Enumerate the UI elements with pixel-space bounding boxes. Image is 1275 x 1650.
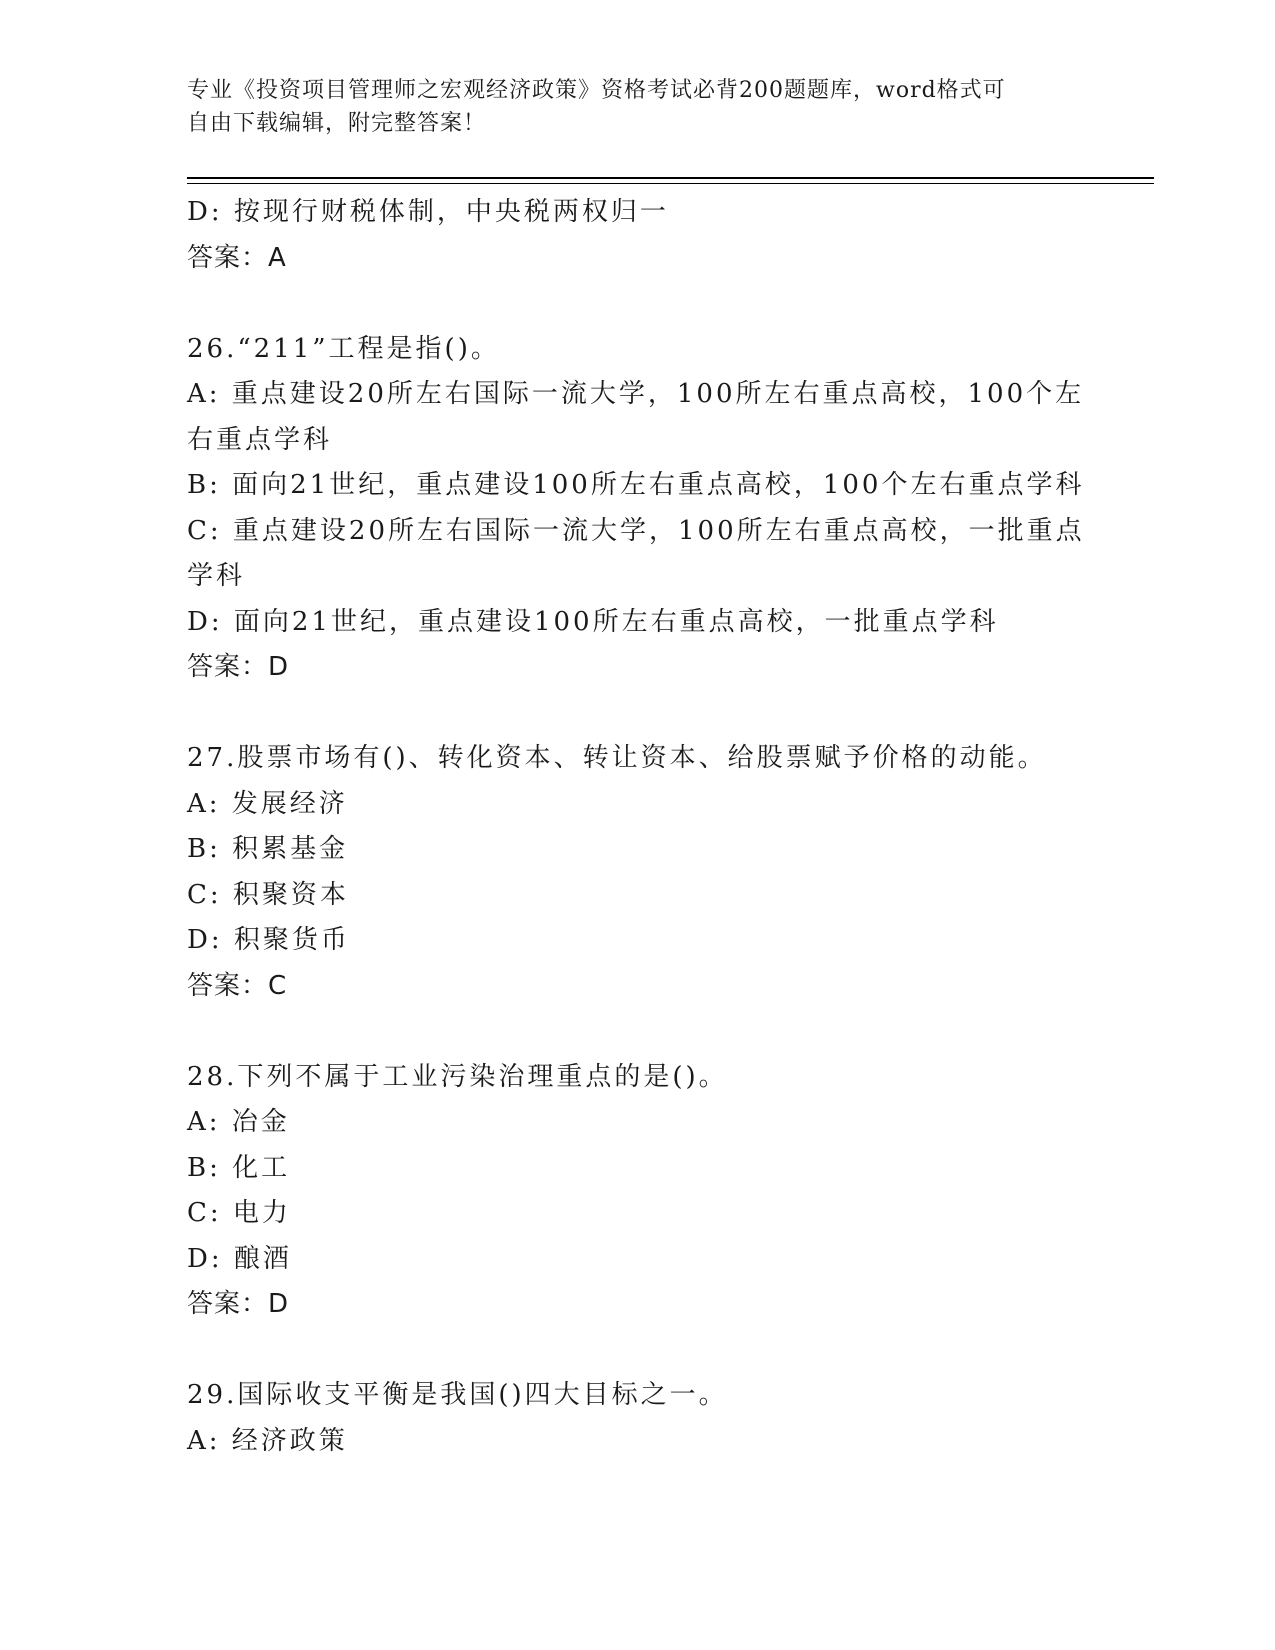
option-c: C: 电力 — [187, 1198, 291, 1228]
question-text: 26.“211”工程是指()。 — [187, 333, 500, 364]
option-c-line-1: C: 重点建设20所左右国际一流大学，100所左右重点高校，一批重点 — [187, 515, 1085, 546]
spacer — [187, 1328, 1087, 1374]
question-block — [187, 1055, 1087, 1328]
spacer — [187, 1009, 1087, 1055]
question-block — [187, 736, 1087, 1009]
option-a: A: 冶金 — [187, 1107, 290, 1137]
header-line-2: 自由下载编辑，附完整答案！ — [187, 111, 487, 136]
header-divider-thick — [187, 177, 1154, 179]
option-a-line-2: 右重点学科 — [187, 424, 333, 455]
question-text: 28.下列不属于工业污染治理重点的是()。 — [187, 1061, 728, 1092]
option-a-line-1: A: 重点建设20所左右国际一流大学，100所左右重点高校，100个左 — [187, 379, 1085, 409]
answer: 答案：D — [187, 652, 290, 682]
answer: 答案：D — [187, 1289, 290, 1319]
option-c-line-2: 学科 — [187, 561, 246, 591]
option-d: D: 按现行财税体制，中央税两权归一 — [187, 197, 669, 227]
header-line-1: 专业《投资项目管理师之宏观经济政策》资格考试必背200题题库，word格式可 — [187, 78, 1006, 103]
spacer — [187, 281, 1087, 327]
option-b: B: 化工 — [187, 1152, 291, 1183]
header-divider-thin — [187, 183, 1154, 184]
option-b: B: 面向21世纪，重点建设100所左右重点高校，100个左右重点学科 — [187, 470, 1085, 500]
answer: 答案：A — [187, 242, 287, 273]
question-text: 29.国际收支平衡是我国()四大目标之一。 — [187, 1380, 728, 1410]
option-c: C: 积聚资本 — [187, 879, 349, 910]
document-header — [187, 74, 1067, 140]
option-b: B: 积累基金 — [187, 834, 349, 864]
spacer — [187, 691, 1087, 737]
option-d: D: 面向21世纪，重点建设100所左右重点高校，一批重点学科 — [187, 606, 999, 637]
question-block — [187, 327, 1087, 691]
option-d: D: 酿酒 — [187, 1243, 292, 1274]
option-a: A: 发展经济 — [187, 788, 348, 819]
document-body — [187, 190, 1087, 1464]
option-d: D: 积聚货币 — [187, 925, 350, 955]
question-text: 27.股票市场有()、转化资本、转让资本、给股票赋予价格的动能。 — [187, 743, 1047, 773]
answer: 答案：C — [187, 970, 288, 1001]
question-block — [187, 1373, 1087, 1464]
option-a: A: 经济政策 — [187, 1425, 348, 1456]
